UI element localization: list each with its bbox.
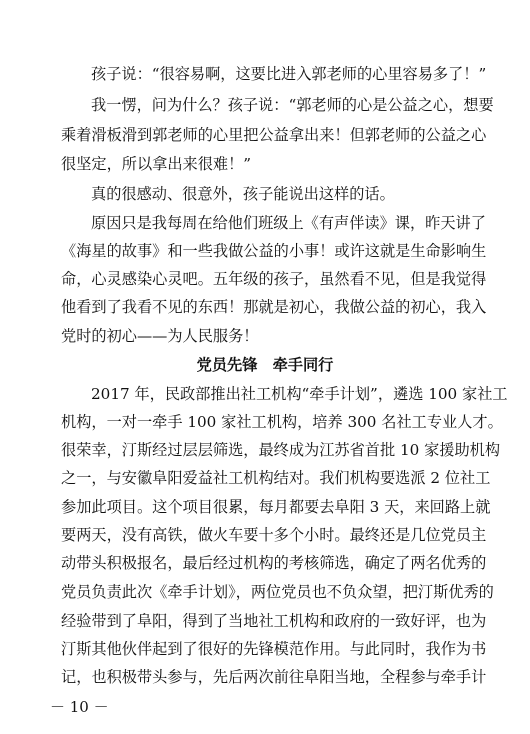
text-line: 参加此项目。这个项目很累，每月都要去阜阳 3 天，来回路上就	[61, 498, 491, 516]
text-line: 2017 年，民政部推出社工机构“牵手计划”，遴选 100 家社工	[91, 385, 508, 403]
text-line: 经验带到了阜阳，得到了当地社工机构和政府的一致好评，也为	[61, 612, 487, 630]
text-line: 要两天，没有高铁，做火车要十多个小时。最终还是几位党员主	[61, 526, 487, 544]
text-line: 动带头积极报名，最后经过机构的考核筛选，确定了两名优秀的	[61, 554, 487, 572]
section-heading: 党员先锋 牵手同行	[196, 356, 334, 374]
text-line: 党员负责此次《牵手计划》，两位党员也不负众望，把汀斯优秀的	[61, 583, 494, 601]
page-number: － 10 －	[50, 698, 109, 716]
text-line: 党时的初心——为人民服务！	[61, 327, 259, 345]
text-line: 原因只是我每周在给他们班级上《有声伴读》课，昨天讲了	[91, 214, 486, 232]
text-line: 记，也积极带头参与，先后两次前往阜阳当地，全程参与牵手计	[61, 668, 487, 686]
text-line: 孩子说：“很容易啊，这要比进入郭老师的心里容易多了！”	[91, 65, 487, 83]
text-line: 乘着滑板滑到郭老师的心里把公益拿出来！但郭老师的公益之心	[61, 126, 487, 144]
text-line: 汀斯其他伙伴起到了很好的先锋模范作用。与此同时，我作为书	[61, 640, 487, 658]
text-line: 之一，与安徽阜阳爱益社工机构结对。我们机构要选派 2 位社工	[61, 469, 491, 487]
text-line: 真的很感动、很意外，孩子能说出这样的话。	[91, 185, 395, 203]
text-line: 命，心灵感染心灵吧。五年级的孩子，虽然看不见，但是我觉得	[61, 270, 487, 288]
text-line: 很坚定，所以拿出来很难！”	[61, 155, 252, 173]
text-line: 机构，一对一牵手 100 家社工机构，培养 300 名社工专业人才。	[61, 413, 503, 431]
text-line: 《海星的故事》和一些我做公益的小事！或许这就是生命影响生	[61, 242, 487, 260]
text-line: 他看到了我看不见的东西！那就是初心，我做公益的初心，我入	[61, 298, 487, 316]
text-line: 很荣幸，汀斯经过层层筛选，最终成为江苏省首批 10 家援助机构	[61, 441, 501, 459]
text-line: 我一愣，问为什么？孩子说：“郭老师的心是公益之心，想要	[91, 96, 494, 114]
